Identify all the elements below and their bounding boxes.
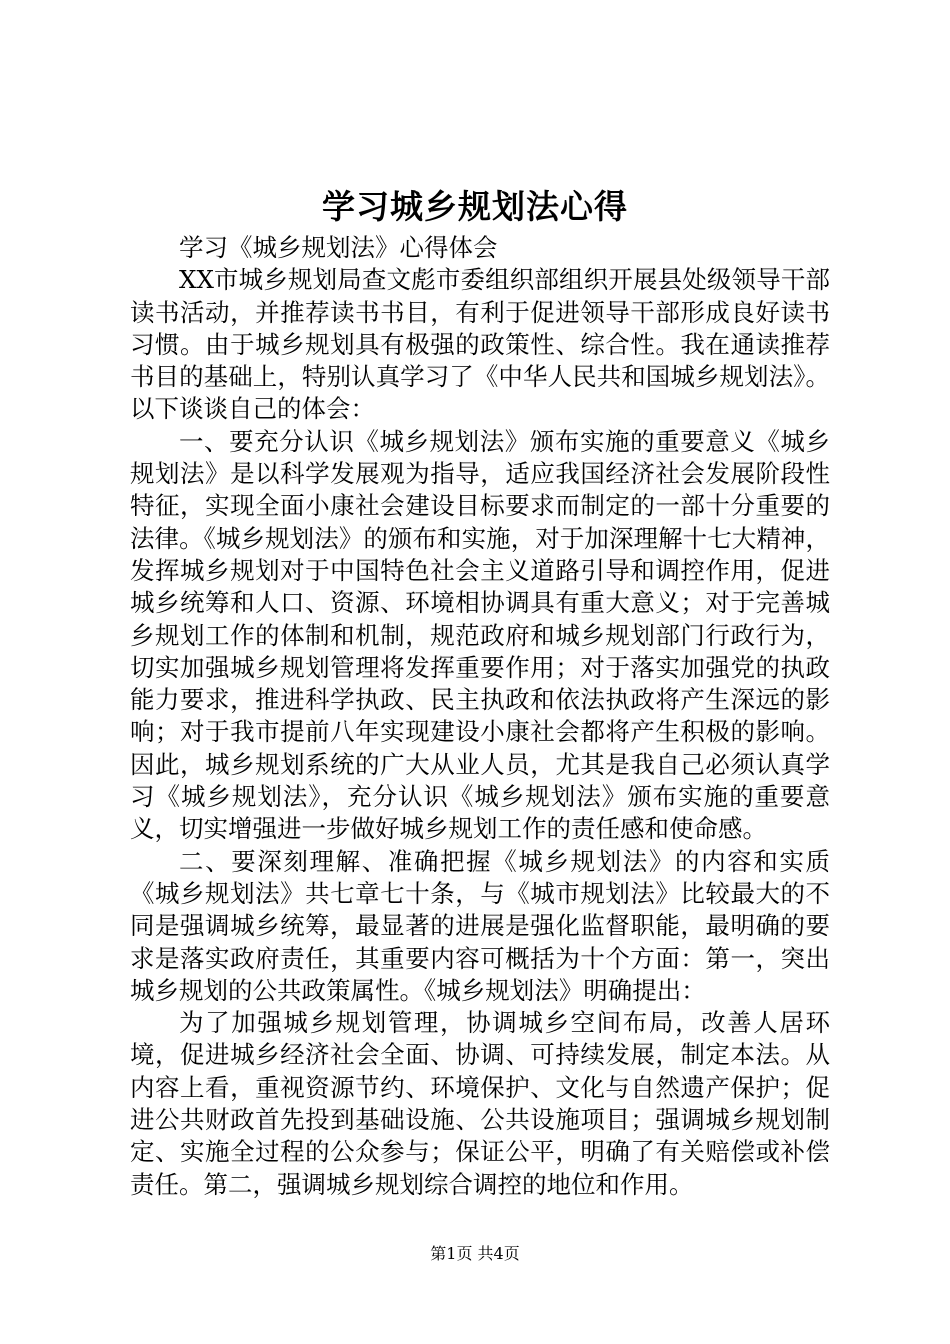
paragraph-section-one: 一、要充分认识《城乡规划法》颁布实施的重要意义《城乡规划法》是以科学发展观为指导，适应我国经济社会发展阶段性特征，实现全面小康社会建设目标要求而制定的一部十分重要的法律。《城乡规划法》的颁布和实施，对于加深理解十七大精神，发挥城乡规划对于中国特色社会主义道路引导和调控作用，促进城乡统筹和人口、资源、环境相协调具有重大意义；对于完善城乡规划工作的体制和机制，规范政府和城乡规划部门行政行为，切实加强城乡规划管理将发挥重要作用；对于落实加强党的执政能力要求，推进科学执政、民主执政和依法执政将产生深远的影响；对于我市提前八年实现建设小康社会都将产生积极的影响。因此，城乡规划系统的广大从业人员，尤其是我自己必须认真学习《城乡规划法》，充分认识《城乡规划法》颁布实施的重要意义，切实增强进一步做好城乡规划工作的责任感和使命感。 — [130, 426, 830, 844]
paragraph-section-two-continued: 为了加强城乡规划管理，协调城乡空间布局，改善人居环境，促进城乡经济社会全面、协调、可持续发展，制定本法。从内容上看，重视资源节约、环境保护、文化与自然遗产保护；促进公共财政首先投到基础设施、公共设施项目；强调城乡规划制定、实施全过程的公众参与；保证公平，明确了有关赔偿或补偿责任。第二，强调城乡规划综合调控的地位和作用。 — [130, 1008, 830, 1199]
page-number-footer: 第1页 共4页 — [430, 1244, 520, 1263]
paragraph-intro: XX市城乡规划局查文彪市委组织部组织开展县处级领导干部读书活动，并推荐读书书目，有利于促进领导干部形成良好读书习惯。由于城乡规划具有极强的政策性、综合性。我在通读推荐书目的基础上，特别认真学习了《中华人民共和国城乡规划法》。以下谈谈自己的体会： — [130, 265, 830, 424]
paragraph-subtitle: 学习《城乡规划法》心得体会 — [179, 233, 498, 262]
document-title: 学习城乡规划法心得 — [322, 187, 628, 226]
paragraph-section-two: 二、要深刻理解、准确把握《城乡规划法》的内容和实质《城乡规划法》共七章七十条，与《城市规划法》比较最大的不同是强调城乡统筹，最显著的进展是强化监督职能，最明确的要求是落实政府责任，其重要内容可概括为十个方面：第一，突出城乡规划的公共政策属性。《城乡规划法》明确提出： — [130, 846, 830, 1005]
document-body — [130, 232, 830, 1201]
